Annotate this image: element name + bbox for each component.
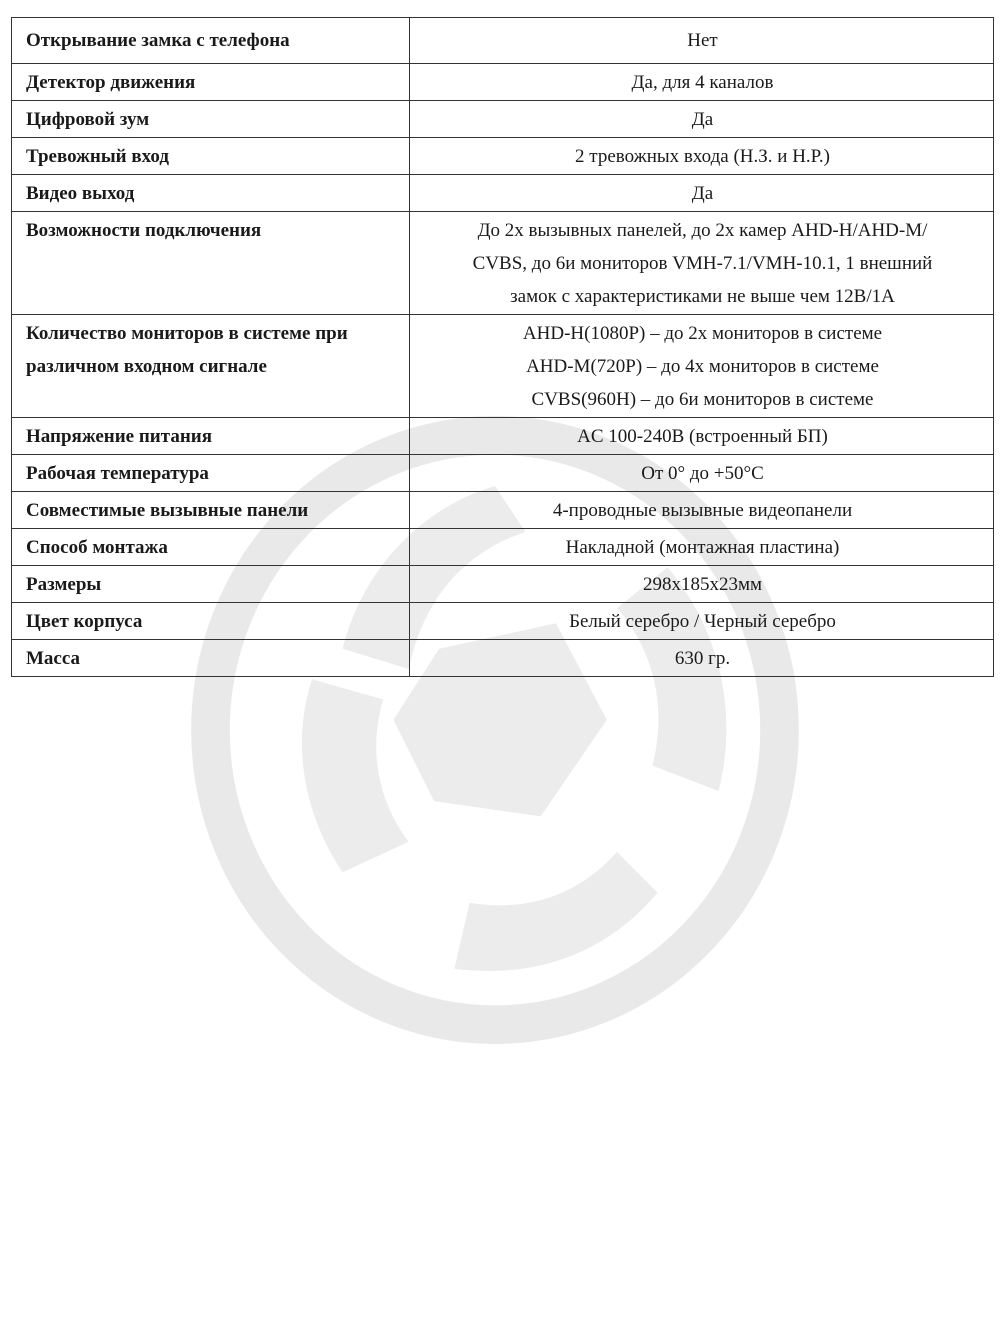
spec-value-line: 630 гр.: [674, 648, 731, 669]
spec-value-line: AHD-H(1080P) – до 2х мониторов в системе: [522, 323, 883, 344]
spec-value: [410, 101, 994, 138]
spec-value: [410, 603, 994, 640]
spec-value: [410, 529, 994, 566]
spec-label: Напряжение питания: [12, 418, 410, 455]
table-row: [12, 603, 994, 640]
spec-value-line: CVBS, до 6и мониторов VMH-7.1/VMH-10.1, 1 внешний: [472, 253, 933, 274]
spec-label: Возможности подключения: [12, 212, 410, 315]
spec-value-line: От 0° до +50°C: [641, 463, 764, 484]
spec-value-line: До 2х вызывных панелей, до 2х камер AHD-H/AHD-M/: [477, 220, 928, 241]
spec-value-line: Да: [691, 183, 714, 204]
table-row: [12, 212, 994, 315]
spec-value-line: Да, для 4 каналов: [631, 72, 774, 93]
spec-value: [410, 418, 994, 455]
table-row: [12, 138, 994, 175]
spec-label: Тревожный вход: [12, 138, 410, 175]
spec-value: [410, 138, 994, 175]
table-row: [12, 18, 994, 64]
table-row: [12, 529, 994, 566]
table-row: [12, 315, 994, 418]
spec-value-line: AC 100-240B (встроенный БП): [577, 426, 828, 447]
spec-value-line: замок с характеристиками не выше чем 12В/1А: [510, 286, 895, 307]
table-row: [12, 640, 994, 677]
spec-label: Совместимые вызывные панели: [12, 492, 410, 529]
spec-value-line: CVBS(960H) – до 6и мониторов в системе: [531, 389, 874, 410]
spec-label: Цвет корпуса: [12, 603, 410, 640]
spec-label: Открывание замка с телефона: [12, 18, 410, 64]
spec-label: Размеры: [12, 566, 410, 603]
spec-value-line: Белый серебро / Черный серебро: [569, 611, 836, 632]
spec-value-line: AHD-M(720P) – до 4х мониторов в системе: [526, 356, 879, 377]
spec-value: [410, 175, 994, 212]
spec-label-line: различном входном сигнале: [26, 356, 267, 377]
specifications-table: [11, 17, 994, 677]
table-row: [12, 175, 994, 212]
spec-value: [410, 640, 994, 677]
spec-value-line: 298x185x23мм: [642, 574, 763, 595]
spec-value-line: Накладной (монтажная пластина): [565, 537, 840, 558]
spec-label: Цифровой зум: [12, 101, 410, 138]
spec-label: Рабочая температура: [12, 455, 410, 492]
spec-label: Масса: [12, 640, 410, 677]
table-row: [12, 455, 994, 492]
spec-value: [410, 315, 994, 418]
spec-value: [410, 566, 994, 603]
spec-value: [410, 64, 994, 101]
table-row: [12, 566, 994, 603]
spec-value-line: Да: [691, 109, 714, 130]
spec-value: [410, 492, 994, 529]
spec-value-line: 2 тревожных входа (Н.З. и Н.Р.): [575, 146, 830, 167]
spec-label: [12, 315, 410, 418]
spec-value: [410, 455, 994, 492]
spec-value-line: 4-проводные вызывные видеопанели: [552, 500, 853, 521]
spec-value: [410, 18, 994, 64]
spec-value: [410, 212, 994, 315]
table-row: [12, 64, 994, 101]
spec-label: Детектор движения: [12, 64, 410, 101]
table-row: [12, 492, 994, 529]
table-row: [12, 418, 994, 455]
spec-label: Видео выход: [12, 175, 410, 212]
spec-label-line: Количество мониторов в системе при: [26, 323, 348, 344]
spec-label: Способ монтажа: [12, 529, 410, 566]
spec-value-line: Нет: [687, 30, 718, 51]
table-row: [12, 101, 994, 138]
